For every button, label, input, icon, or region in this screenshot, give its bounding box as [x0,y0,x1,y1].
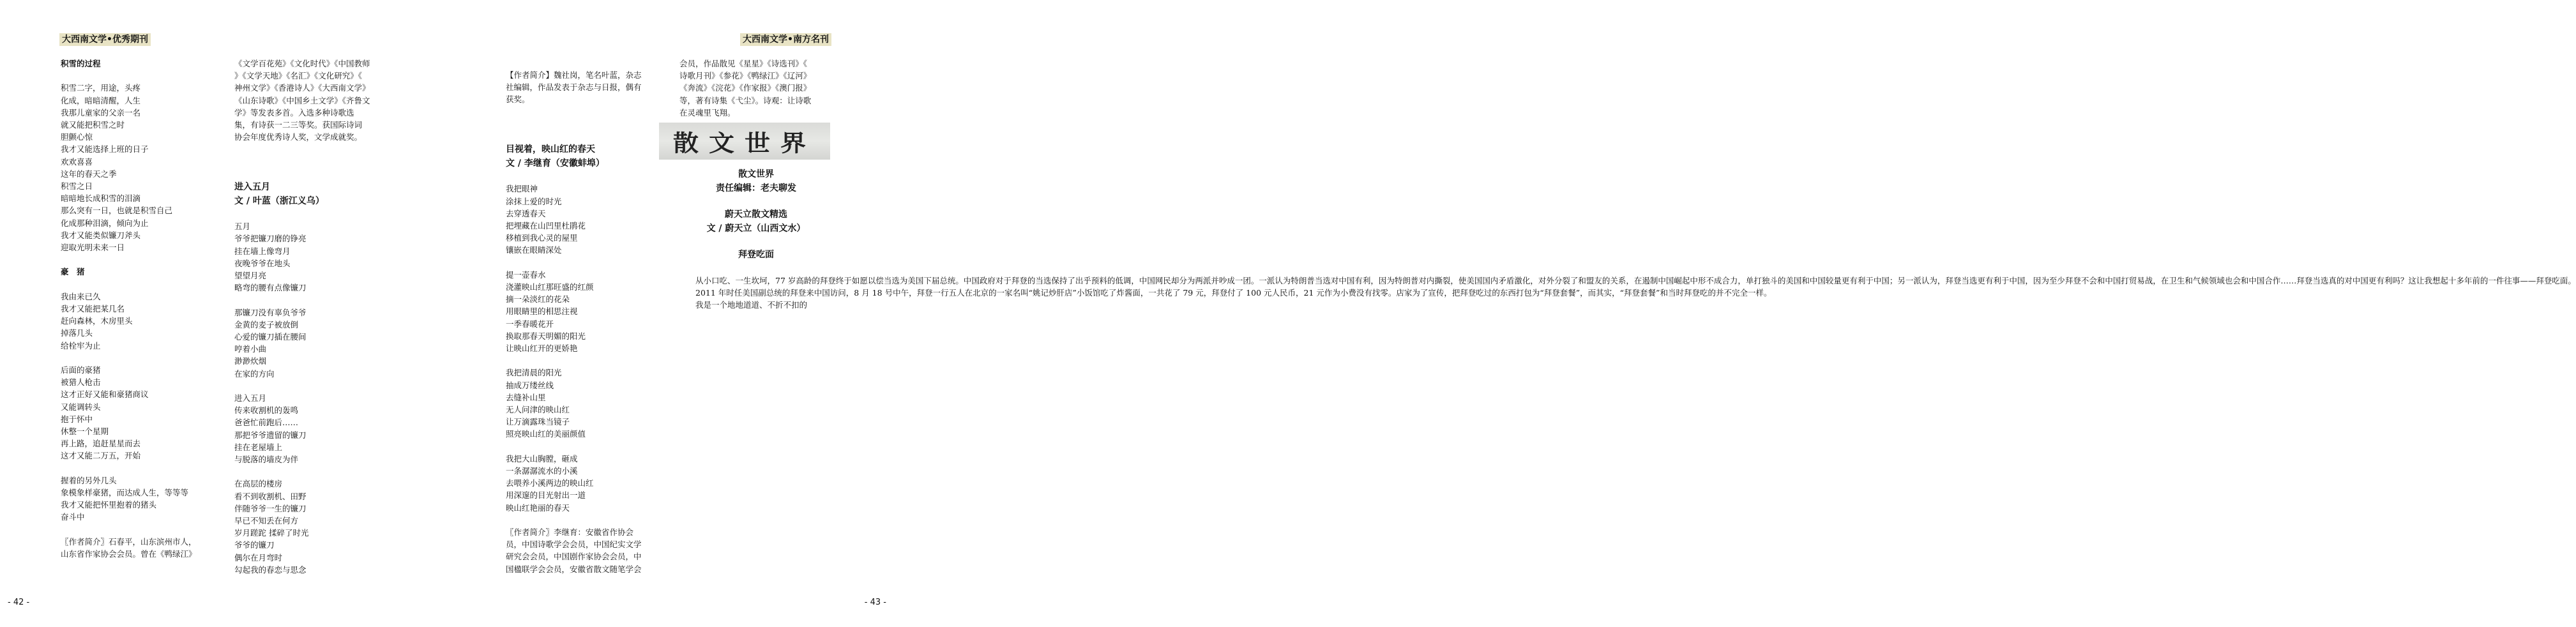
line-gap [234,465,391,478]
line-gap [506,257,662,269]
text-line: 我才又能类似镰刀斧头 [61,230,141,240]
text-line: 欢欢喜喜 [61,156,93,167]
text-line: 研究会会员，中国剧作家协会会员，中 [506,552,642,562]
text-line: 迎取光明未来一日 [61,243,125,253]
text-line: 会员，作品散见《星星》《诗选刊》《 [679,59,808,68]
text-line: 在高层的楼房 [234,479,283,489]
section-title: 目视着，映山红的春天 [506,144,595,155]
text-line: 《文学百花苑》《文化时代》《中国教师 [234,59,370,68]
text-line: 移植到我心灵的屋里 [506,233,578,243]
line-gap [506,514,662,526]
section-title: 文 / 李继育（安徽蚌埠） [506,158,605,169]
text-line: 学》等发表多首。入选多种诗歌选 [234,107,354,117]
text-line: 涂抹上爱的时光 [506,196,562,206]
text-line: 我由来已久 [61,291,101,301]
line-gap [61,70,220,82]
line-gap [234,208,391,220]
line-gap [234,380,391,392]
text-line: 协会年度优秀诗人奖，文学成就奖。 [234,132,363,142]
text-line: 这才又能二万五，开始 [61,451,141,461]
text-line: 给栓牢为止 [61,340,101,351]
text-line: 与脱落的墙皮为伴 [234,455,299,464]
text-line: 那镰刀没有辜负爷爷 [234,307,307,317]
text-line: 休整一个星期 [61,427,109,437]
text-line: 照亮映山红的美丽颜值 [506,429,586,439]
text-line: 抽成万缕丝线 [506,380,554,390]
text-line: 豪 猪 [61,267,85,277]
text-line: 后面的豪猪 [61,365,101,375]
text-line: 岁月蹉跎 揉碎了时光 [234,528,309,538]
text-line: 集，有诗获一二三等奖。获国际诗词 [234,120,363,130]
text-line: 等，著有诗集《弋尘》。诗观：让诗歌 [679,95,812,105]
text-line: 一季春暖花开 [506,319,554,329]
text-line: 爷爷的镰刀 [234,540,275,550]
section-title: 蔚天立散文精选 [725,209,787,220]
line-gap [506,130,662,142]
text-line: 让映山红开的更娇艳 [506,343,578,353]
text-line: 早已不知丢在何方 [234,516,299,525]
text-line: 让万滴露珠当镜子 [506,417,570,427]
text-line: 在家的方向 [234,368,275,379]
text-line: 看不到收割机、田野 [234,491,307,501]
text-line: 进入五月 [234,393,267,403]
line-gap [679,262,833,274]
text-line: 偶尔在月弯时 [234,552,283,563]
left-column-1 [61,57,220,560]
text-line: 抱于怀中 [61,414,93,424]
text-line: 握着的另外几头 [61,475,117,485]
text-line: 传来收割机的轰鸣 [234,405,299,416]
text-line: 在灵魂里飞翔。 [679,107,736,117]
text-line: 那么突有一日，也就是积雪自己 [61,206,173,216]
text-line: 我把眼神 [506,184,538,194]
text-line: 爷爷把镰刀磨的铮亮 [234,234,307,244]
text-line: 我把清晨的阳光 [506,368,562,378]
line-gap [234,294,391,306]
line-gap [61,253,220,266]
line-gap [506,106,662,118]
text-line: 获奖。 [506,94,530,105]
text-line: 五月 [234,222,251,232]
right-column-1 [506,69,662,575]
paragraph: 从小口吃、一生坎坷，77 岁高龄的拜登终于如愿以偿当选为美国下届总统。中国政府对于拜登的当选保持了出乎预料的低调，中国网民却分为两派并吵成一团。一派认为特朗普当选对中国有利，因为特朗普对内撕裂，使美国国内矛盾激化，对外分裂了和盟友的关系，在遏制中国崛起中形不成合力，单打独斗的美国和中国较量更有利于中国；另一派认为，拜登当选更有利于中国，因为至少拜登不会和中国打贸易战，在卫生和气候领域也会和中国合作……拜登当选真的对中国更有利吗？这让我想起十多年前的一件往事——拜登吃面。 [695,275,2576,285]
paragraph: 2011 年时任美国副总统的拜登来中国访问，8 月 18 号中午，拜登一行五人在北京的一家名叫“姚记炒肝店”小饭馆吃了炸酱面，一共花了 79 元，拜登付了 100 元人民币，21 元作为小费没有找零。店家为了宣传，把拜登吃过的东西打包为“拜登套餐”，而其实，“拜登套餐”和当时拜登吃的并不完全一样。 [695,287,1772,298]
text-line: 奋斗中 [61,512,85,522]
text-line: 望望月亮 [234,270,267,280]
text-line: 爸爸忙前跑后…… [234,418,299,428]
right-column-2-bottom [679,167,2576,311]
text-line: 》《文学天地》《名汇》《文化研究》《 [234,71,363,81]
text-line: 神州文学》《香港诗人》《大西南文学》 [234,83,370,93]
text-line: 勾起我的春恋与思念 [234,564,307,575]
text-line: 被猎人枪击 [61,377,101,388]
left-page-header: 大西南文学•优秀期刊 [59,33,151,46]
text-line: 金黄的麦子被放倒 [234,319,299,329]
text-line: 映山红艳丽的春天 [506,502,570,513]
line-gap [234,143,391,155]
text-line: 提一壶春水 [506,269,546,280]
text-line: 用深邃的目光射出一道 [506,490,586,501]
text-line: 我那儿童家的父亲一名 [61,107,141,117]
line-gap [61,352,220,364]
text-line: 象模象样豪猪，而达成人生，等等等 [61,488,189,498]
text-line: 用眼睛里的相思注视 [506,306,578,317]
text-line: 《山东诗歌》《中国乡土文学》《齐鲁文 [234,95,370,105]
text-line: 诗歌月刊》《参花》《鸭绿江》《辽河》 [679,71,812,81]
text-line: 我才又能把怀里抱着的猪头 [61,500,157,510]
text-line: 就又能把积雪之时 [61,120,125,130]
section-title: 责任编辑：老夫聊发 [716,183,796,193]
banner-calligraphy: 散文世界 [673,129,816,156]
text-line: 夜晚爷爷在地头 [234,258,291,268]
line-gap [506,441,662,453]
text-line: 无人问津的映山红 [506,404,570,414]
text-line: 伴随爷爷一生的镰刀 [234,503,307,513]
text-line: 把埋藏在山凹里杜鹃花 [506,220,586,230]
text-line: 去缝补山里 [506,392,546,402]
line-gap [234,156,391,168]
section-title: 进入五月 [234,181,270,192]
text-line: 山东省作家协会会员。曾在《鸭绿江》 [61,549,197,559]
text-line: 略弯的腰有点像镰刀 [234,283,307,293]
line-gap [61,462,220,474]
line-gap [61,524,220,536]
prose-world-banner [659,123,830,160]
text-line: 挂在老屋墙上 [234,442,283,452]
text-line: 《奔流》《浣花》《作家报》《澳门报》 [679,83,812,93]
text-line: 心爱的镰刀插在腰间 [234,331,307,342]
right-page-number: - 43 - [864,598,886,607]
right-page-header: 大西南文学•南方名刊 [740,33,831,46]
text-line: 浇灌映山红那旺盛的红颜 [506,282,594,292]
text-line: 积雪的过程 [61,59,101,68]
text-line: 胆颤心惊 [61,132,93,142]
text-line: 积雪之日 [61,181,93,192]
text-line: 化成那种泪滴，倾向为止 [61,218,149,228]
section-title: 散文世界 [738,169,774,179]
line-gap [506,354,662,366]
text-line: 化成，暗暗清醒，人生 [61,95,141,105]
text-line: 〖作者简介〗李继育：安徽省作协会 [506,527,634,537]
text-line: 积雪二字，用途，头疼 [61,83,141,93]
text-line: 换取那春天明媚的阳光 [506,331,586,341]
text-line: 〖作者简介〗石春平，山东滨州市人， [61,536,197,547]
text-line: 又能调转头 [61,402,101,412]
paragraph: 我是一个地地道道、不折不扣的 [695,299,808,310]
text-line: 哼着小曲 [234,344,267,354]
text-line: 暗暗地长成积雪的泪滴 [61,193,141,204]
text-line: 国楹联学会会员，安徽省散文随笔学会 [506,564,642,574]
text-line: 挂在墙上像弯月 [234,246,291,256]
section-title: 文 / 蔚天立（山西文水） [706,223,806,234]
text-line: 赶向森林，木房里头 [61,316,133,326]
line-gap [679,195,833,208]
text-line: 掉落几头 [61,328,93,338]
line-gap [506,170,662,183]
text-line: 我才又能选择上班的日子 [61,144,149,155]
line-gap [61,278,220,291]
text-line: 去穿透春天 [506,208,546,218]
text-line: 镶嵌在眼睛深处 [506,245,562,255]
text-line: 【作者简介】魏社岗，笔名叶蓝，杂志 [506,70,642,80]
text-line: 再上路，追赶星星而去 [61,439,141,449]
right-column-2-top [679,57,833,119]
text-line: 摘一朵淡红的花朵 [506,294,570,305]
text-line: 我把大山胸膛，砸成 [506,453,578,464]
left-column-2 [234,57,391,576]
section-title: 文 / 叶蓝（浙江义乌） [234,195,324,206]
text-line: 我才又能把某几名 [61,304,125,314]
text-line: 员，中国诗歌学会会员，中国纪实文学 [506,540,642,550]
text-line: 那把爷爷遗留的镰刀 [234,430,307,440]
line-gap [234,168,391,180]
text-line: 一条潺潺流水的小溪 [506,465,578,476]
line-gap [679,236,833,248]
left-page-number: - 42 - [8,598,30,607]
text-line: 这才正好又能和豪猪商议 [61,389,149,400]
section-title: 拜登吃面 [738,250,774,261]
text-line: 去喂养小溪两边的映山红 [506,478,594,488]
text-line: 社编辑，作品发表于杂志与日报，偶有 [506,82,642,93]
text-line: 这年的春天之季 [61,169,117,179]
line-gap [506,118,662,130]
text-line: 渺渺炊烟 [234,356,267,366]
